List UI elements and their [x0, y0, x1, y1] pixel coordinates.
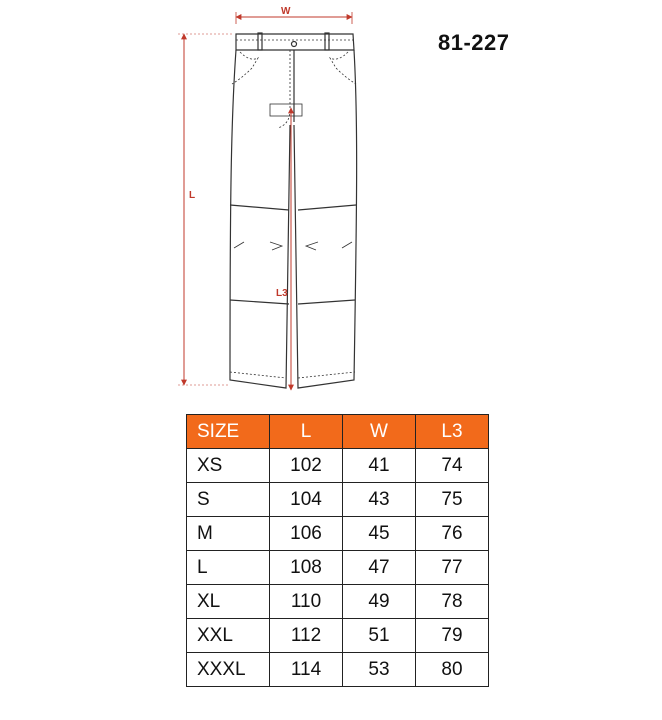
- header-size: SIZE: [187, 415, 270, 449]
- length-cell: 106: [270, 517, 343, 551]
- size-cell: S: [187, 483, 270, 517]
- table-row: [187, 585, 489, 619]
- width-cell: 41: [343, 449, 416, 483]
- size-cell: XS: [187, 449, 270, 483]
- width-cell: 53: [343, 653, 416, 687]
- size-cell: XXL: [187, 619, 270, 653]
- width-cell: 49: [343, 585, 416, 619]
- length-cell: 102: [270, 449, 343, 483]
- inseam-cell: 80: [416, 653, 489, 687]
- inseam-cell: 78: [416, 585, 489, 619]
- width-cell: 43: [343, 483, 416, 517]
- width-dimension: [236, 12, 352, 24]
- size-chart-table: [186, 414, 489, 687]
- header-inseam: L3: [416, 415, 489, 449]
- width-cell: 45: [343, 517, 416, 551]
- product-code: 81-227: [438, 30, 510, 55]
- width-label: W: [281, 6, 291, 17]
- width-cell: 51: [343, 619, 416, 653]
- table-row: [187, 517, 489, 551]
- length-label: L: [189, 190, 196, 201]
- size-cell: L: [187, 551, 270, 585]
- size-cell: XL: [187, 585, 270, 619]
- table-row: [187, 449, 489, 483]
- table-row: [187, 551, 489, 585]
- inseam-cell: 74: [416, 449, 489, 483]
- length-cell: 114: [270, 653, 343, 687]
- inseam-label: L3: [276, 288, 288, 299]
- size-cell: XXXL: [187, 653, 270, 687]
- length-dimension: [178, 34, 232, 385]
- header-length: L: [270, 415, 343, 449]
- length-cell: 108: [270, 551, 343, 585]
- header-width: W: [343, 415, 416, 449]
- inseam-cell: 75: [416, 483, 489, 517]
- table-row: [187, 653, 489, 687]
- length-cell: 104: [270, 483, 343, 517]
- length-cell: 110: [270, 585, 343, 619]
- inseam-cell: 79: [416, 619, 489, 653]
- size-cell: M: [187, 517, 270, 551]
- inseam-cell: 77: [416, 551, 489, 585]
- width-cell: 47: [343, 551, 416, 585]
- trousers-outline: [230, 33, 357, 388]
- table-row: [187, 619, 489, 653]
- inseam-cell: 76: [416, 517, 489, 551]
- length-cell: 112: [270, 619, 343, 653]
- table-row: [187, 483, 489, 517]
- table-header-row: [187, 415, 489, 449]
